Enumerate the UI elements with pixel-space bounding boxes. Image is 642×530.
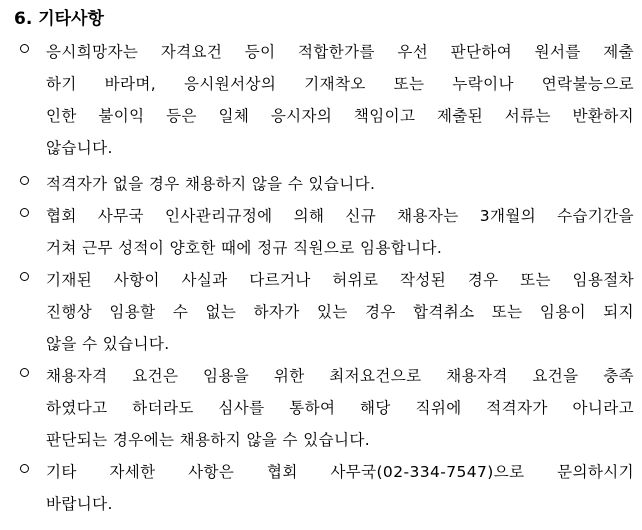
list-item-text — [46, 36, 634, 164]
text-line: 판단되는 경우에는 채용하지 않을 수 있습니다. — [46, 431, 371, 449]
list-item-text — [46, 200, 634, 264]
list-item-text — [46, 168, 634, 200]
circle-bullet-icon — [20, 368, 29, 377]
text-line: 바랍니다. — [46, 495, 113, 513]
text-line: 하기 바라며, 응시원서상의 기재착오 또는 누락이나 연락불능으로 — [46, 75, 634, 93]
list-item-text — [46, 264, 634, 360]
circle-bullet-icon — [20, 272, 29, 281]
circle-bullet-icon — [20, 44, 29, 53]
text-line: 인한 불이익 등은 일체 응시자의 책임이고 제출된 서류는 반환하지 — [46, 107, 634, 125]
text-line: 응시희망자는 자격요건 등이 적합한가를 우선 판단하여 원서를 제출 — [46, 43, 634, 61]
text-line: 하였다고 하더라도 심사를 통하여 해당 직위에 적격자가 아니라고 — [46, 399, 634, 417]
circle-bullet-icon — [20, 176, 29, 185]
circle-bullet-icon — [20, 208, 29, 217]
section-heading: 6. 기타사항 — [14, 9, 104, 29]
list-item-text — [46, 360, 634, 456]
text-line: 적격자가 없을 경우 채용하지 않을 수 있습니다. — [46, 175, 376, 193]
circle-bullet-icon — [20, 464, 29, 473]
text-line: 채용자격 요건은 임용을 위한 최저요건으로 채용자격 요건을 충족 — [46, 367, 634, 385]
text-line: 진행상 임용할 수 없는 하자가 있는 경우 합격취소 또는 임용이 되지 — [46, 303, 634, 321]
text-line: 거쳐 근무 성적이 양호한 때에 정규 직원으로 임용합니다. — [46, 239, 443, 257]
text-line: 기타 자세한 사항은 협회 사무국(02-334-7547)으로 문의하시기 — [46, 463, 634, 481]
list-item-text — [46, 456, 634, 520]
text-line: 않습니다. — [46, 139, 113, 157]
text-line: 않을 수 있습니다. — [46, 335, 170, 353]
text-line: 협회 사무국 인사관리규정에 의해 신규 채용자는 3개월의 수습기간을 — [46, 207, 634, 225]
text-line: 기재된 사항이 사실과 다르거나 허위로 작성된 경우 또는 임용절차 — [46, 271, 634, 289]
